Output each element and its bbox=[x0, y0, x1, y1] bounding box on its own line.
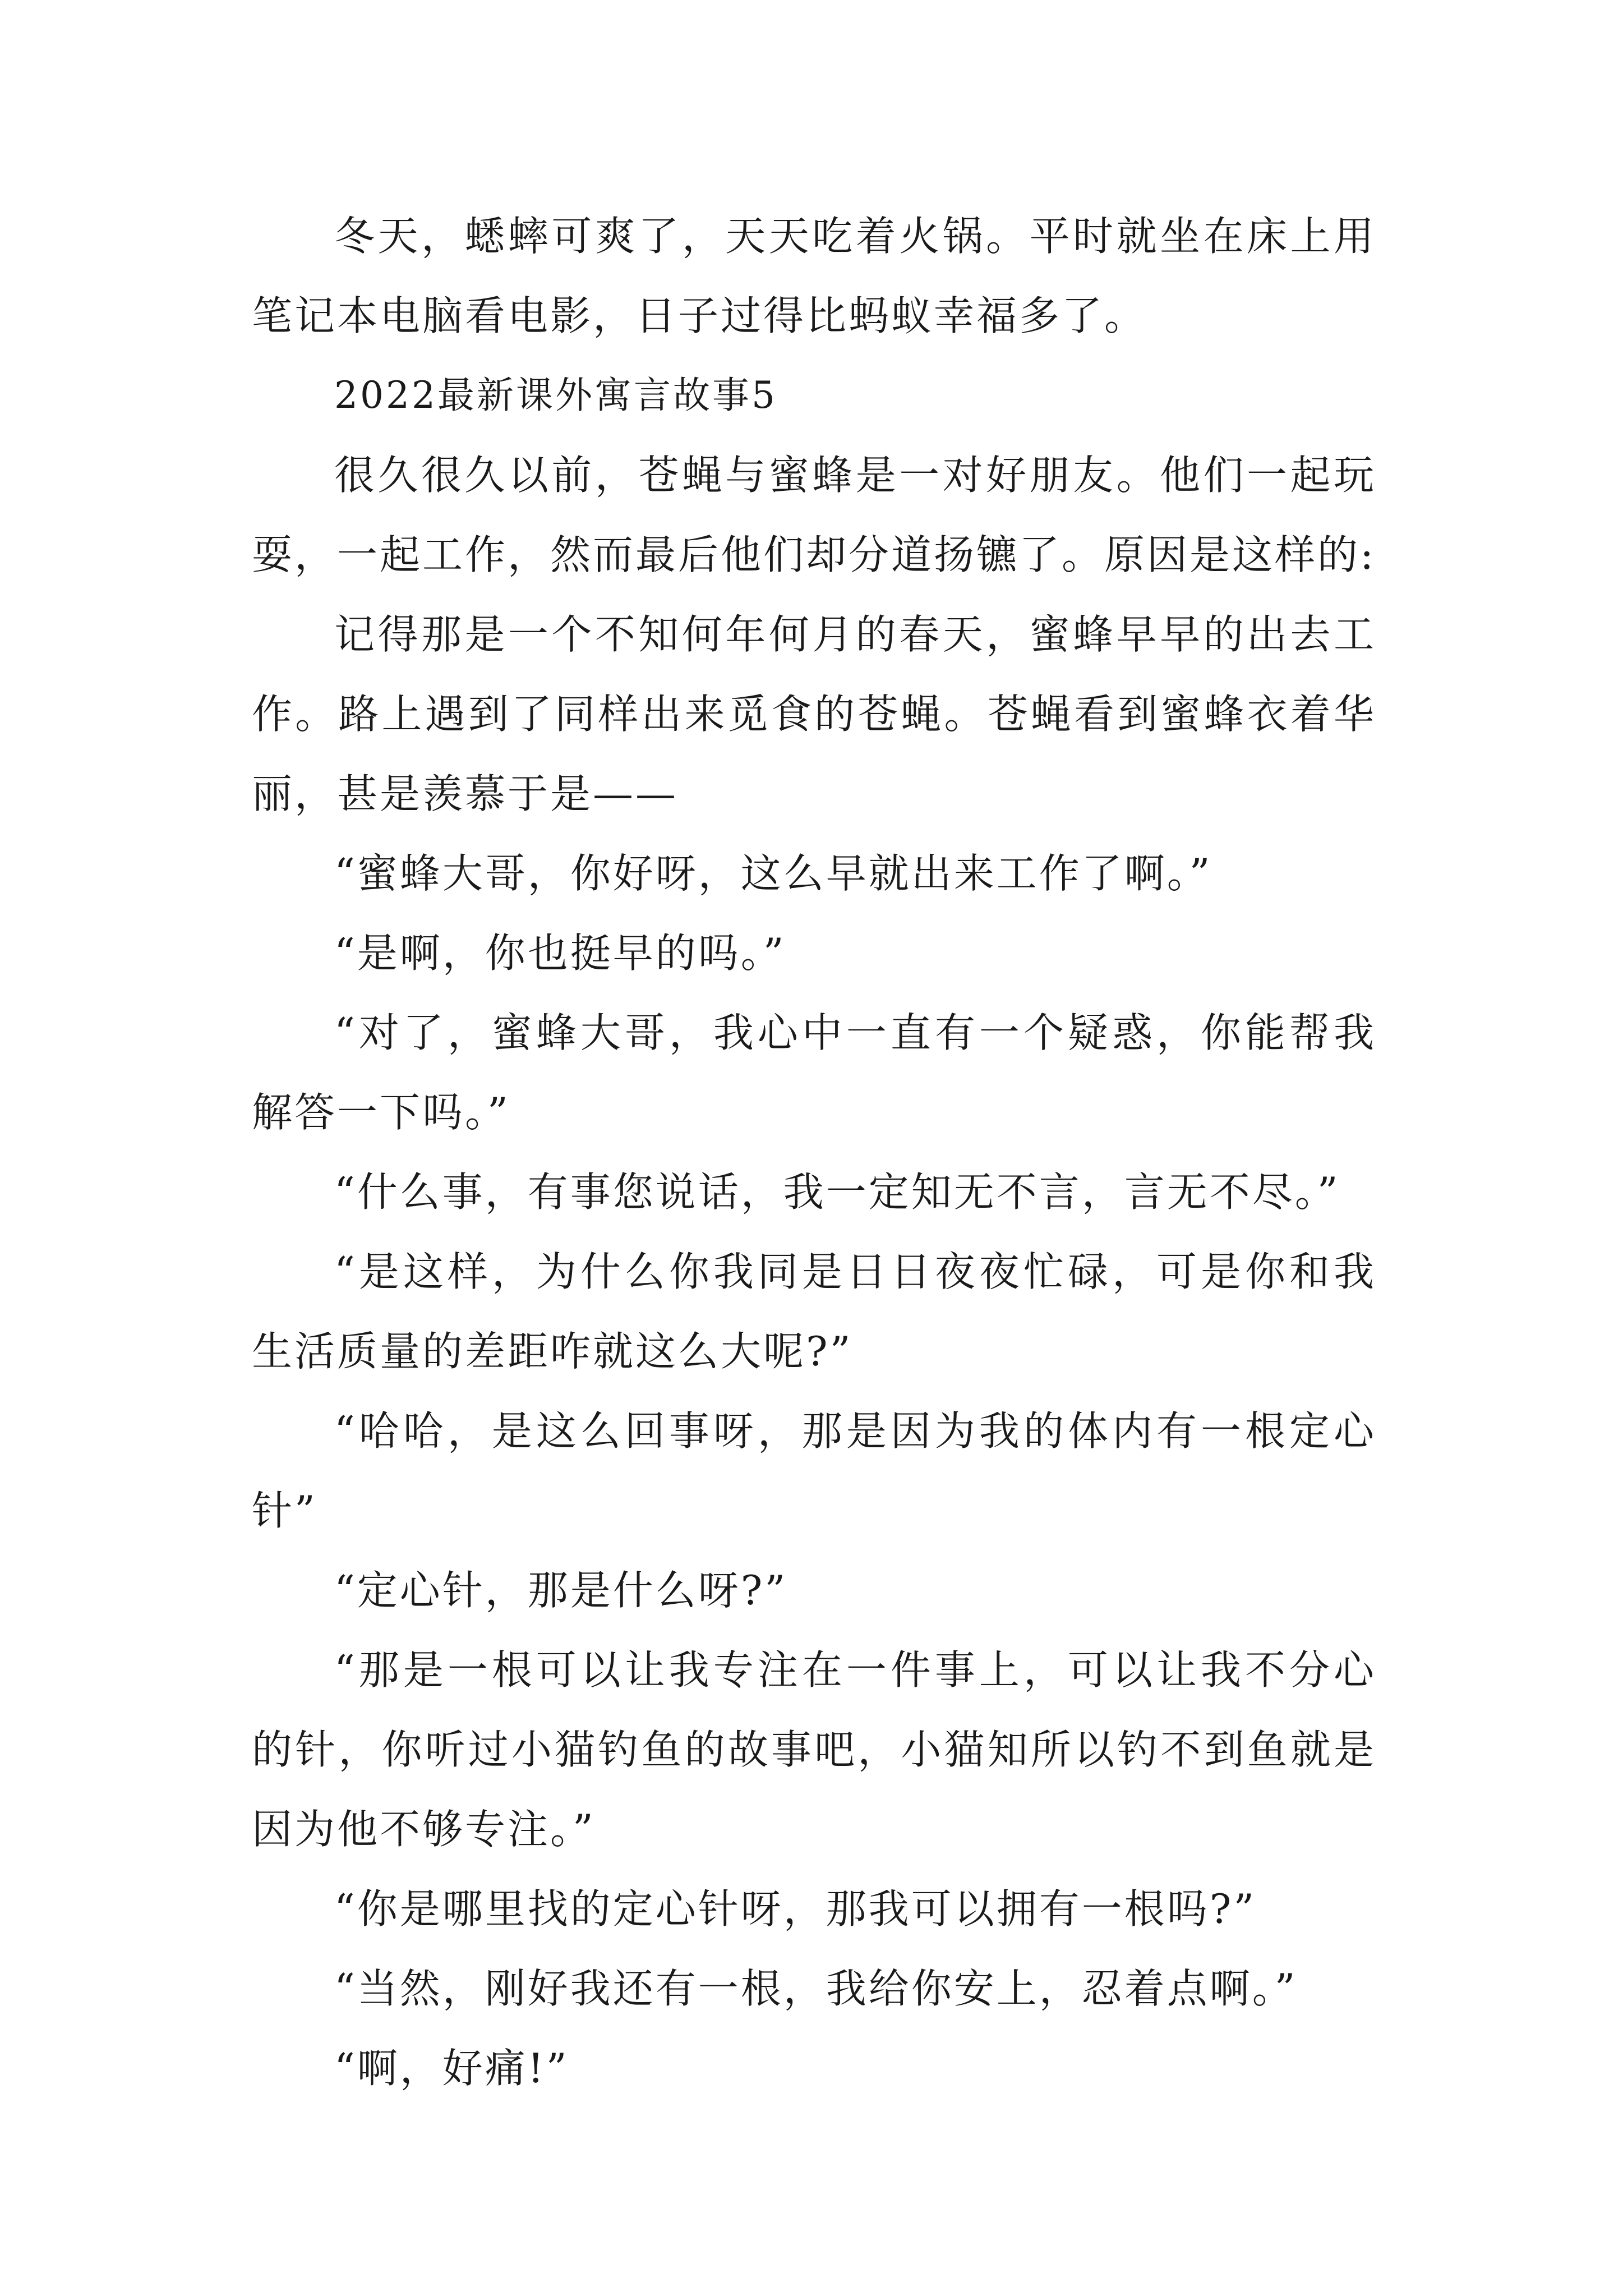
dialogue-line: “对了，蜜蜂大哥，我心中一直有一个疑惑，你能帮我解答一下吗。” bbox=[252, 1009, 1376, 1136]
dialogue-line: “那是一根可以让我专注在一件事上，可以让我不分心的针，你听过小猫钓鱼的故事吧，小猫知所以钓不到鱼就是因为他不够专注。” bbox=[252, 1646, 1376, 1853]
dialogue-line: “什么事，有事您说话，我一定知无不言，言无不尽。” bbox=[334, 1168, 1340, 1216]
document-body bbox=[252, 196, 1376, 2108]
paragraph: 记得那是一个不知何年何月的春天，蜜蜂早早的出去工作。路上遇到了同样出来觅食的苍蝇。苍蝇看到蜜蜂衣着华丽，甚是羡慕于是—— bbox=[252, 611, 1376, 817]
paragraph: 冬天，蟋蟀可爽了，天天吃着火锅。平时就坐在床上用笔记本电脑看电影，日子过得比蚂蚁幸福多了。 bbox=[252, 213, 1376, 339]
dialogue-line: “是这样，为什么你我同是日日夜夜忙碌，可是你和我生活质量的差距咋就这么大呢?” bbox=[252, 1248, 1376, 1375]
section-heading: 2022最新课外寓言故事5 bbox=[334, 374, 777, 417]
dialogue-line: “定心针，那是什么呀?” bbox=[334, 1567, 788, 1614]
paragraph: 很久很久以前，苍蝇与蜜蜂是一对好朋友。他们一起玩耍，一起工作，然而最后他们却分道扬镳了。原因是这样的: bbox=[252, 452, 1376, 578]
dialogue-line: “当然，刚好我还有一根，我给你安上，忍着点啊。” bbox=[334, 1965, 1298, 2012]
dialogue-line: “哈哈，是这么回事呀，那是因为我的体内有一根定心针” bbox=[252, 1407, 1376, 1534]
dialogue-line: “是啊，你也挺早的吗。” bbox=[334, 930, 786, 977]
dialogue-line: “蜜蜂大哥，你好呀，这么早就出来工作了啊。” bbox=[334, 850, 1212, 897]
dialogue-line: “啊，好痛!” bbox=[334, 2045, 569, 2092]
dialogue-line: “你是哪里找的定心针呀，那我可以拥有一根吗?” bbox=[334, 1885, 1257, 1932]
